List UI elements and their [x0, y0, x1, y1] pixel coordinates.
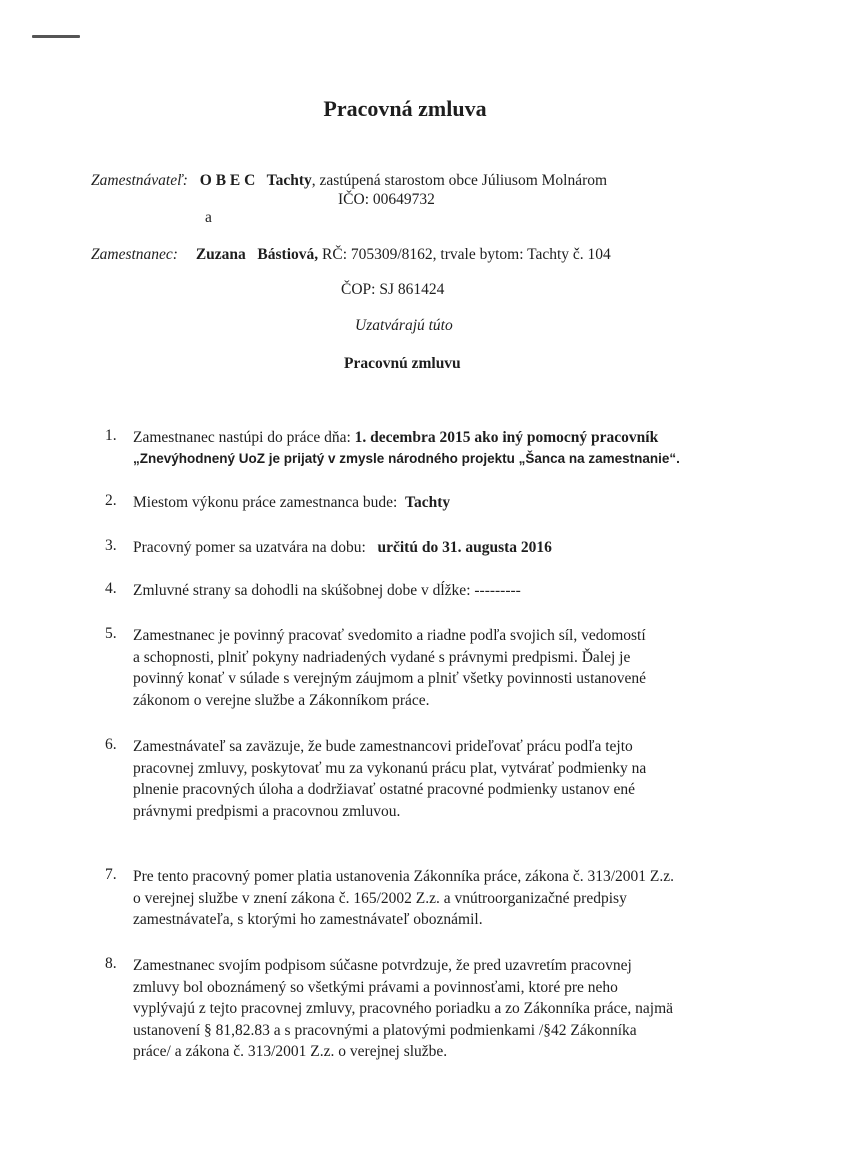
clause-1-number: 1.	[105, 427, 117, 444]
scan-mark	[32, 35, 80, 38]
clause-8-line: práce/ a zákona č. 313/2001 Z.z. o verejnej službe.	[133, 1043, 448, 1060]
connector-a: a	[205, 209, 212, 226]
clause-5-number: 5.	[105, 625, 117, 642]
clause-4-number: 4.	[105, 580, 117, 597]
clause-4	[133, 580, 733, 602]
clause-1-start-date: 1. decembra 2015 ako iný pomocný pracovník	[354, 429, 659, 446]
clause-6	[133, 736, 733, 822]
clause-6-line: plnenie pracovných úloha a dodržiavať ostatné pracovné podmienky ustanov ené	[133, 781, 636, 798]
clause-1-project: „Znevýhodnený UoZ je prijatý v zmysle národného projektu „Šanca na zamestnanie“.	[133, 450, 680, 466]
clause-3-number: 3.	[105, 537, 117, 554]
employer-ico: IČO: 00649732	[338, 191, 435, 208]
clause-2-text: Miestom výkonu práce zamestnanca bude:	[133, 494, 406, 511]
clause-7-number: 7.	[105, 866, 117, 883]
clause-6-line: pracovnej zmluvy, poskytovať mu za vykonanú prácu plat, vytvárať podmienky na	[133, 759, 647, 777]
clause-5-line: Zamestnanec je povinný pracovať svedomito a riadne podľa svojich síl, vedomostí	[133, 627, 646, 644]
clause-2-number: 2.	[105, 492, 117, 509]
employee-label: Zamestnanec:	[91, 246, 178, 263]
clause-2-workplace: Tachty	[405, 494, 451, 511]
clause-7-line: o verejnej službe v znení zákona č. 165/2002 Z.z. a vnútroorganizačné predpisy	[133, 889, 627, 907]
employee-cop: ČOP: SJ 861424	[341, 281, 445, 298]
clause-8	[133, 955, 733, 1063]
clause-3-term: určitú do 31. augusta 2016	[377, 539, 552, 556]
clause-6-line: Zamestnávateľ sa zaväzuje, že bude zamestnancovi prideľovať prácu podľa tejto	[133, 738, 633, 755]
clause-8-line: ustanovení § 81,82.83 a s pracovnými a platovými podmienkami /§42 Zákonníka	[133, 1021, 637, 1039]
clause-5	[133, 625, 733, 711]
employer-name: O B E C Tachty	[199, 172, 312, 189]
employee-details: RČ: 705309/8162, trvale bytom: Tachty č. 104	[318, 246, 611, 263]
document-title: Pracovná zmluva	[323, 96, 487, 121]
clause-6-line: právnymi predpismi a pracovnou zmluvou.	[133, 802, 401, 820]
concluding-phrase: Uzatvárajú túto	[355, 317, 453, 334]
clause-7-line: Pre tento pracovný pomer platia ustanovenia Zákonníka práce, zákona č. 313/2001 Z.z.	[133, 868, 675, 885]
clause-8-line: zmluvy bol oboznámený so všetkými právami a povinnosťami, ktoré pre neho	[133, 978, 618, 996]
clause-6-number: 6.	[105, 736, 117, 753]
employee-name: Zuzana Bástiová,	[195, 246, 319, 263]
clause-3-text: Pracovný pomer sa uzatvára na dobu:	[133, 539, 378, 556]
clause-5-line: povinný konať v súlade s verejným záujmom a plniť všetky povinnosti ustanovené	[133, 670, 647, 687]
employer-representation: , zastúpená starostom obce Júliusom Molnárom	[311, 172, 608, 189]
clause-5-line: a schopnosti, plniť pokyny nadriadených vydané s právnymi predpismi. Ďalej je	[133, 648, 631, 666]
clause-5-line: zákonom o verejne službe a Zákonníkom práce.	[133, 691, 430, 709]
clause-7-line: zamestnávateľa, s ktorými ho zamestnávateľ oboznámil.	[133, 911, 483, 928]
employee-line	[91, 246, 611, 264]
clause-8-number: 8.	[105, 955, 117, 972]
clause-1-text: Zamestnanec nastúpi do práce dňa:	[133, 429, 355, 446]
clause-7	[133, 866, 733, 931]
employer-label: Zamestnávateľ:	[91, 172, 188, 189]
clause-4-text: Zmluvné strany sa dohodli na skúšobnej dobe v dĺžke: ---------	[133, 582, 521, 599]
contract-subtitle: Pracovnú zmluvu	[344, 355, 461, 372]
clause-8-line: vyplývajú z tejto pracovnej zmluvy, pracovného poriadku a zo Zákonníka práce, najmä	[133, 1000, 674, 1017]
clause-2	[133, 492, 733, 514]
clause-3	[133, 537, 733, 559]
employer-line	[91, 172, 607, 190]
clause-1	[133, 427, 733, 469]
clause-8-line: Zamestnanec svojím podpisom súčasne potvrdzuje, že pred uzavretím pracovnej	[133, 957, 632, 974]
